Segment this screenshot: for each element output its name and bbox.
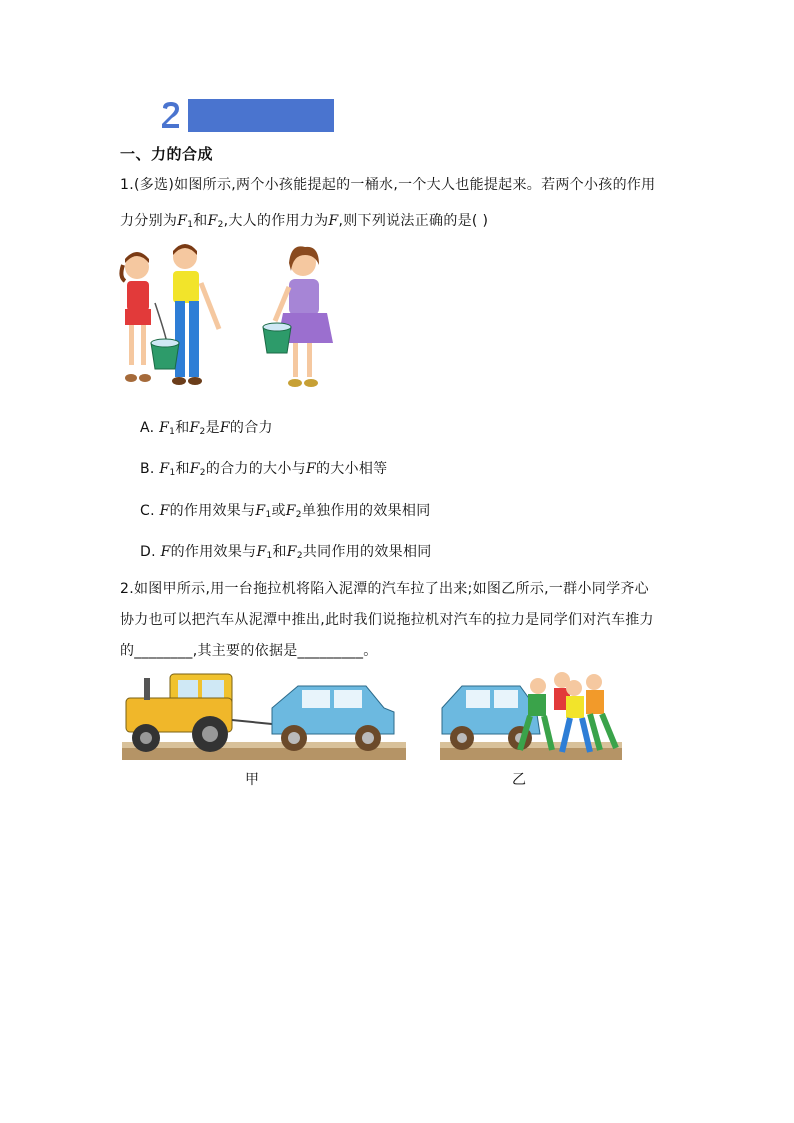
caption-left: 甲 bbox=[245, 772, 259, 788]
option-b: B. $F_1$和$F_2$的合力的大小与F的大小相等 bbox=[140, 461, 388, 478]
tractor-pulling-car-illustration bbox=[122, 668, 406, 764]
option-d: D. F的作用效果与$F_1$和$F_2$共同作用的效果相同 bbox=[140, 544, 432, 561]
children-pushing-car-illustration bbox=[440, 668, 622, 764]
q2-line3: 的________,其主要的依据是_________。 bbox=[120, 643, 378, 659]
section-number-icon bbox=[160, 100, 182, 130]
q1-line1: 1.(多选)如图所示,两个小孩能提起的一桶水,一个大人也能提起来。若两个小孩的作用 bbox=[120, 177, 656, 193]
option-c: C. F的作用效果与$F_1$或$F_2$单独作用的效果相同 bbox=[140, 503, 431, 520]
children-and-adult-illustration bbox=[115, 243, 345, 399]
q2-line1: 2.如图甲所示,用一台拖拉机将陷入泥潭的汽车拉了出来;如图乙所示,一群小同学齐心 bbox=[120, 581, 649, 597]
section-heading: 一、力的合成 bbox=[120, 145, 214, 163]
q1-line2: 力分别为$F_1$和$F_2$,大人的作用力为F,则下列说法正确的是( ) bbox=[120, 213, 489, 230]
q2-line2: 协力也可以把汽车从泥潭中推出,此时我们说拖拉机对汽车的拉力是同学们对汽车推力 bbox=[120, 612, 654, 628]
section-title-bar bbox=[188, 99, 334, 132]
caption-right: 乙 bbox=[512, 772, 526, 788]
option-a: A. $F_1$和$F_2$是F的合力 bbox=[140, 420, 273, 437]
